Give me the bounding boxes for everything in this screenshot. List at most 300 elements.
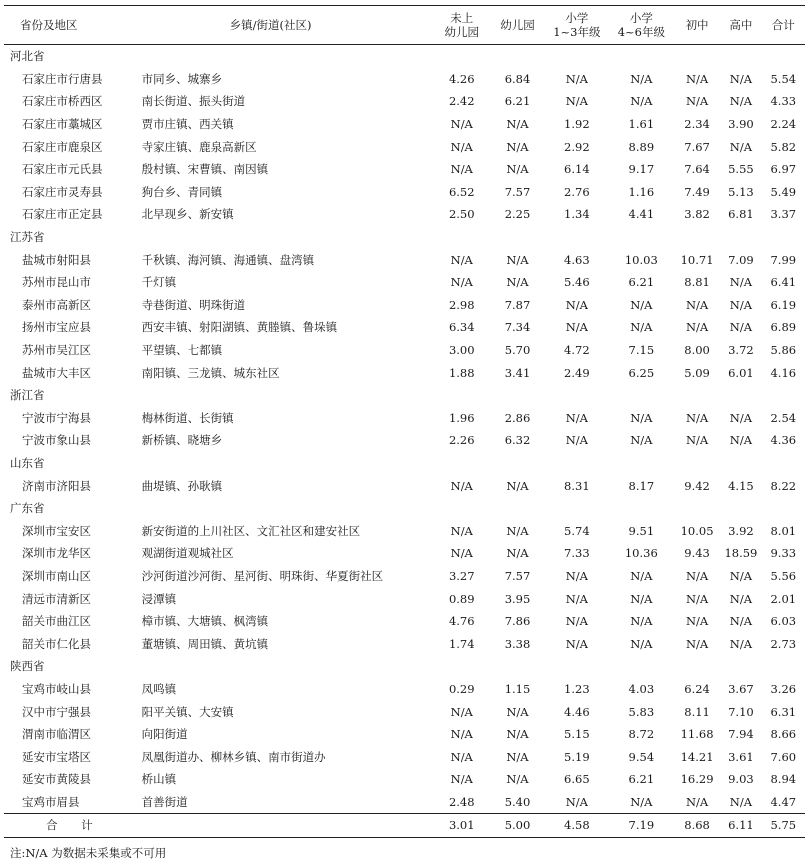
town-cell: 狗台乡、青同镇 [141,184,223,199]
table-row [4,203,805,226]
value-cell: 5.15 [564,727,590,742]
value-cell: 6.84 [504,71,531,86]
value-cell: 7.57 [504,184,531,199]
value-cell: 8.31 [564,478,590,493]
value-cell: 4.03 [628,681,655,696]
town-cell: 市同乡、城寨乡 [141,71,223,86]
value-cell: N/A [729,297,753,312]
value-cell: 4.33 [770,94,797,109]
value-cell: 1.74 [448,636,475,651]
province-name: 陕西省 [10,659,45,674]
value-cell: N/A [630,636,653,651]
value-cell: 6.25 [628,365,655,380]
table-row [4,316,805,339]
header-middle-school: 初中 [674,6,720,45]
value-cell: 1.34 [564,207,590,222]
region-cell: 扬州市宝应县 [22,320,91,335]
town-cell: 桥山镇 [141,772,177,787]
value-cell: N/A [729,320,753,335]
value-cell: N/A [450,749,473,764]
table-row [4,361,805,384]
region-cell: 宁波市象山县 [22,433,91,448]
value-cell: 10.71 [680,252,714,267]
value-cell: 7.64 [684,162,710,177]
town-cell: 凤鸣镇 [141,681,177,696]
value-cell: 7.10 [728,704,754,719]
value-cell: 0.89 [448,591,475,606]
value-cell: 7.49 [684,184,710,199]
table-row [4,248,805,271]
value-cell: N/A [450,546,473,561]
table-row [4,519,805,542]
table-row [4,678,805,701]
value-cell: 6.31 [770,704,797,719]
province-name: 广东省 [10,501,45,516]
table-row [4,113,805,136]
value-cell: N/A [506,704,529,719]
value-cell: 6.52 [448,184,475,199]
header-primary-low-line2: 1~3年级 [553,25,601,39]
value-cell: 2.01 [770,591,797,606]
value-cell: 4.26 [448,71,475,86]
value-cell: 9.51 [628,523,655,538]
value-cell: N/A [565,591,588,606]
value-cell: 1.96 [448,410,475,425]
value-cell: 8.66 [770,727,797,742]
table-row [4,339,805,362]
value-cell: 3.27 [448,568,475,583]
value-cell: 8.01 [770,523,797,538]
table-row [4,768,805,791]
value-cell: 2.54 [770,410,797,425]
value-cell: 7.67 [684,139,710,154]
value-cell: 1.92 [564,117,590,132]
value-cell: N/A [685,297,709,312]
value-cell: 10.05 [680,523,714,538]
footnote: 注:N/A 为数据未采集或不可用 [10,846,167,860]
province-name: 江苏省 [10,230,45,245]
province-row [4,45,805,68]
region-cell: 石家庄市正定县 [22,207,103,222]
value-cell: N/A [506,772,529,787]
value-cell: N/A [630,94,653,109]
total-value-cell: 5.75 [762,814,805,838]
value-cell: 3.92 [728,523,754,538]
value-cell: N/A [729,139,753,154]
value-cell: 7.34 [504,320,531,335]
region-cell: 深圳市南山区 [22,568,91,583]
region-cell: 宝鸡市岐山县 [22,681,91,696]
value-cell: 9.03 [728,772,754,787]
value-cell: 4.16 [770,365,797,380]
total-value-cell: 8.68 [674,814,720,838]
town-cell: 首善街道 [141,794,188,809]
value-cell: N/A [685,410,709,425]
value-cell: 10.03 [624,252,658,267]
town-cell: 曲堤镇、孙耿镇 [141,478,223,493]
table-row [4,700,805,723]
value-cell: 7.33 [564,546,590,561]
value-cell: 2.73 [770,636,797,651]
town-cell: 寺巷街道、明珠街道 [141,297,246,312]
value-cell: 4.36 [770,433,797,448]
table-row [4,407,805,430]
table-row [4,271,805,294]
value-cell: N/A [729,275,753,290]
town-cell: 寺家庄镇、鹿泉高新区 [141,139,257,154]
value-cell: 9.54 [628,749,655,764]
value-cell: N/A [630,410,653,425]
table-row [4,90,805,113]
region-cell: 渭南市临渭区 [22,727,91,742]
table-row [4,474,805,497]
value-cell: 8.11 [684,704,710,719]
region-cell: 深圳市龙华区 [22,546,91,561]
region-cell: 韶关市曲江区 [22,614,91,629]
total-value-cell: 6.11 [720,814,761,838]
region-cell: 苏州市吴江区 [22,343,91,358]
town-cell: 新桥镇、晓塘乡 [141,433,223,448]
value-cell: N/A [729,636,753,651]
value-cell: 2.24 [770,117,797,132]
value-cell: 3.26 [770,681,797,696]
value-cell: 2.50 [448,207,475,222]
value-cell: 7.15 [628,343,655,358]
value-cell: 2.76 [564,184,590,199]
value-cell: N/A [685,433,709,448]
value-cell: N/A [685,794,709,809]
value-cell: 6.03 [770,614,797,629]
value-cell: 5.83 [628,704,655,719]
header-pre-line1: 未上 [450,11,474,25]
table-body [4,45,805,838]
region-cell: 济南市济阳县 [22,478,91,493]
value-cell: N/A [450,117,473,132]
table-row [4,632,805,655]
header-primary-low-line1: 小学 [565,11,589,25]
value-cell: 9.33 [770,546,797,561]
province-row [4,226,805,249]
total-row [4,814,805,838]
value-cell: N/A [729,794,753,809]
value-cell: 6.81 [728,207,754,222]
value-cell: 7.94 [728,727,754,742]
value-cell: 8.94 [770,772,797,787]
town-cell: 殷村镇、宋曹镇、南因镇 [141,162,269,177]
value-cell: 7.57 [504,568,531,583]
value-cell: N/A [506,749,529,764]
value-cell: 2.26 [448,433,475,448]
value-cell: N/A [685,320,709,335]
value-cell: N/A [450,478,473,493]
value-cell: 6.65 [564,772,590,787]
region-cell: 盐城市射阳县 [22,252,91,267]
value-cell: 4.47 [770,794,797,809]
header-primary-high-line2: 4~6年级 [617,25,665,39]
value-cell: 8.81 [684,275,710,290]
value-cell: 8.00 [684,343,710,358]
value-cell: N/A [506,162,529,177]
value-cell: 5.70 [504,343,531,358]
value-cell: 6.21 [504,94,531,109]
region-cell: 石家庄市藁城区 [22,117,103,132]
region-cell: 韶关市仁化县 [22,636,91,651]
table-row [4,610,805,633]
value-cell: N/A [565,320,588,335]
value-cell: N/A [729,614,753,629]
value-cell: 3.90 [728,117,754,132]
table-row [4,158,805,181]
value-cell: 1.88 [448,365,475,380]
value-cell: 6.34 [448,320,475,335]
town-cell: 樟市镇、大塘镇、枫湾镇 [141,614,269,629]
value-cell: N/A [630,71,653,86]
value-cell: N/A [506,727,529,742]
value-cell: N/A [450,772,473,787]
town-cell: 平望镇、七都镇 [141,343,223,358]
value-cell: N/A [685,94,709,109]
region-cell: 延安市宝塔区 [22,749,91,764]
value-cell: 6.21 [628,275,655,290]
value-cell: 3.67 [728,681,754,696]
region-cell: 石家庄市元氏县 [22,162,103,177]
province-row [4,655,805,678]
value-cell: 3.41 [504,365,531,380]
value-cell: 3.72 [728,343,754,358]
value-cell: N/A [630,320,653,335]
region-cell: 延安市黄陵县 [22,772,91,787]
value-cell: N/A [565,568,588,583]
value-cell: 6.01 [728,365,754,380]
value-cell: N/A [630,568,653,583]
value-cell: 2.98 [448,297,475,312]
town-cell: 凤凰街道办、柳林乡镇、南市街道办 [141,749,326,764]
total-value-cell: 7.19 [609,814,674,838]
town-cell: 贾市庄镇、西关镇 [141,117,234,132]
value-cell: 4.15 [728,478,754,493]
town-cell: 千秋镇、海河镇、海通镇、盘湾镇 [141,252,315,267]
value-cell: N/A [450,727,473,742]
value-cell: 2.86 [504,410,531,425]
header-high-school: 高中 [720,6,761,45]
value-cell: 4.76 [448,614,475,629]
value-cell: 8.22 [770,478,797,493]
table-header [4,6,805,45]
table-row [4,542,805,565]
value-cell: 5.46 [564,275,590,290]
region-cell: 深圳市宝安区 [22,523,91,538]
value-cell: 7.99 [770,252,797,267]
town-cell: 阳平关镇、大安镇 [141,704,234,719]
value-cell: 2.42 [448,94,475,109]
value-cell: 4.72 [564,343,590,358]
value-cell: 18.59 [724,546,758,561]
region-cell: 石家庄市灵寿县 [22,184,103,199]
value-cell: N/A [685,591,709,606]
value-cell: N/A [450,252,473,267]
value-cell: 14.21 [680,749,714,764]
total-label: 合 计 [4,814,433,838]
town-cell: 南长街道、振头街道 [141,94,246,109]
total-value-cell: 5.00 [490,814,545,838]
province-name: 浙江省 [10,388,45,403]
value-cell: 2.48 [448,794,475,809]
town-cell: 千灯镇 [141,275,177,290]
table-row [4,565,805,588]
value-cell: 6.97 [770,162,797,177]
value-cell: 5.55 [728,162,754,177]
value-cell: N/A [450,162,473,177]
value-cell: 2.25 [504,207,531,222]
value-cell: 3.37 [770,207,797,222]
table-row [4,587,805,610]
value-cell: N/A [729,94,753,109]
value-cell: 7.86 [504,614,531,629]
town-cell: 沙河街道沙河街、星河街、明珠街、华夏街社区 [141,568,384,583]
value-cell: N/A [565,94,588,109]
region-cell: 石家庄市桥西区 [22,94,103,109]
value-cell: 1.15 [504,681,531,696]
value-cell: N/A [450,139,473,154]
value-cell: N/A [450,704,473,719]
header-primary-4-6 [609,6,674,45]
value-cell: 8.89 [628,139,655,154]
town-cell: 董塘镇、周田镇、黄坑镇 [141,636,269,651]
region-cell: 盐城市大丰区 [22,365,91,380]
value-cell: 5.54 [770,71,797,86]
value-cell: 5.40 [504,794,531,809]
value-cell: 3.38 [504,636,531,651]
value-cell: 2.92 [564,139,590,154]
total-value-cell: 4.58 [545,814,609,838]
value-cell: N/A [506,117,529,132]
header-kindergarten: 幼儿园 [490,6,545,45]
header-region: 省份及地区 [4,6,120,45]
value-cell: N/A [565,433,588,448]
province-name: 河北省 [10,49,45,64]
value-cell: N/A [565,636,588,651]
header-town: 乡镇/街道(社区) [120,6,434,45]
value-cell: 6.21 [628,772,655,787]
region-cell: 苏州市昆山市 [22,275,91,290]
header-primary-1-3 [545,6,609,45]
value-cell: 10.36 [624,546,658,561]
value-cell: 1.23 [564,681,590,696]
value-cell: N/A [450,275,473,290]
value-cell: 2.34 [684,117,710,132]
value-cell: N/A [729,568,753,583]
value-cell: N/A [685,614,709,629]
value-cell: 5.09 [684,365,710,380]
value-cell: N/A [729,433,753,448]
value-cell: 2.49 [564,365,590,380]
value-cell: 1.16 [628,184,655,199]
value-cell: 5.13 [728,184,754,199]
header-pre-line2: 幼儿园 [444,25,479,39]
value-cell: 4.63 [564,252,590,267]
table-row [4,745,805,768]
value-cell: N/A [729,410,753,425]
header-not-in-kindergarten [433,6,490,45]
value-cell: 5.86 [770,343,797,358]
value-cell: 9.42 [684,478,710,493]
value-cell: 5.82 [770,139,797,154]
total-value-cell: 3.01 [433,814,490,838]
value-cell: N/A [630,794,653,809]
value-cell: N/A [685,636,709,651]
province-row [4,452,805,475]
value-cell: 6.19 [770,297,797,312]
table-row [4,429,805,452]
town-cell: 向阳街道 [141,727,188,742]
value-cell: 9.43 [684,546,710,561]
value-cell: 3.00 [448,343,475,358]
value-cell: 6.89 [770,320,797,335]
value-cell: 7.09 [728,252,754,267]
value-cell: 0.29 [448,681,475,696]
town-cell: 梅林街道、长街镇 [141,410,234,425]
value-cell: N/A [565,71,588,86]
region-cell: 石家庄市鹿泉区 [22,139,103,154]
town-cell: 观湖街道观城社区 [141,546,234,561]
value-cell: 6.14 [564,162,590,177]
province-row [4,384,805,407]
table-row [4,294,805,317]
value-cell: 1.61 [628,117,655,132]
value-cell: N/A [729,71,753,86]
value-cell: N/A [729,591,753,606]
value-cell: 7.60 [770,749,797,764]
value-cell: N/A [565,297,588,312]
value-cell: N/A [685,568,709,583]
value-cell: 6.24 [684,681,710,696]
town-cell: 浸潭镇 [141,591,177,606]
value-cell: 3.82 [684,207,710,222]
table-row [4,68,805,91]
value-cell: 16.29 [680,772,714,787]
value-cell: N/A [630,614,653,629]
value-cell: 3.61 [728,749,754,764]
table-row [4,181,805,204]
header-total: 合计 [762,6,805,45]
table-row [4,135,805,158]
value-cell: 3.95 [504,591,531,606]
town-cell: 新安街道的上川社区、文汇社区和建安社区 [141,523,361,538]
value-cell: 5.19 [564,749,590,764]
region-cell: 清远市清新区 [22,591,91,606]
value-cell: N/A [565,410,588,425]
value-cell: N/A [565,794,588,809]
value-cell: N/A [506,252,529,267]
value-cell: 4.41 [628,207,655,222]
table-row [4,723,805,746]
data-table [4,5,805,838]
town-cell: 西安丰镇、射阳湖镇、黄塍镇、鲁垛镇 [141,320,338,335]
value-cell: N/A [630,433,653,448]
value-cell: N/A [630,591,653,606]
value-cell: 5.56 [770,568,797,583]
value-cell: N/A [506,275,529,290]
value-cell: N/A [450,523,473,538]
value-cell: 4.46 [564,704,590,719]
province-row [4,497,805,520]
value-cell: 5.74 [564,523,590,538]
value-cell: N/A [506,139,529,154]
value-cell: 8.72 [628,727,655,742]
town-cell: 南阳镇、三龙镇、城东社区 [141,365,280,380]
header-primary-high-line1: 小学 [629,11,653,25]
value-cell: N/A [506,546,529,561]
